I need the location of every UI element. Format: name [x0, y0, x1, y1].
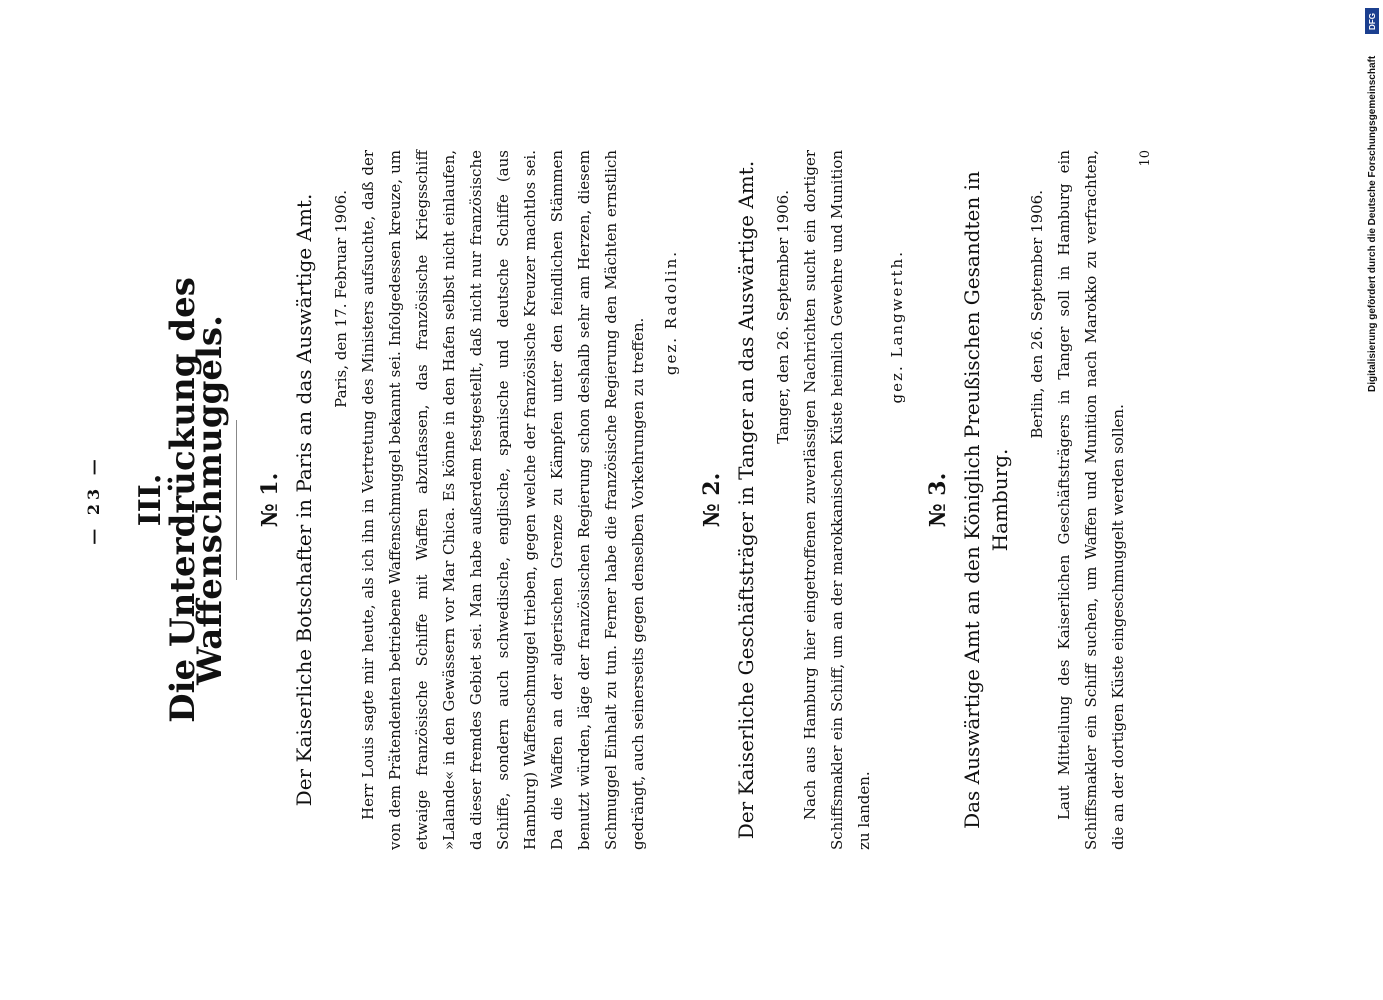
dfg-logo	[1365, 8, 1379, 34]
signature-mark: 10	[1138, 150, 1153, 167]
page-body	[80, 150, 1159, 850]
section-2	[699, 150, 911, 850]
section-body: Laut Mitteilung des Kaiserlichen Geschäftsträgers in Tanger soll in Hamburg ein Schiffsmakler ein Schiff suchen, um Waffen und Munition nach Marokko zu verfrachten, die an der dortigen Küste eingeschmuggelt werden sollen.	[1055, 150, 1127, 850]
dfg-watermark-strip	[1353, 0, 1383, 1000]
section-heading: Der Kaiserliche Geschäftsträger in Tanger an das Auswärtige Amt.	[734, 160, 758, 840]
section-heading: Das Auswärtige Amt an den Königlich Preußischen Gesandten in Hamburg.	[960, 171, 1012, 829]
section-3	[925, 150, 1132, 850]
dateline: Paris, den 17. Februar 1906.	[332, 190, 350, 408]
chapter-roman-numeral: III.	[133, 473, 168, 527]
page-number: — 23 —	[84, 455, 103, 545]
section-number: № 2.	[699, 472, 725, 528]
divider	[236, 420, 237, 580]
dfg-watermark-text: Digitalisierung gefördert durch die Deutsche Forschungsgemeinschaft	[1367, 55, 1378, 392]
dateline: Berlin, den 26. September 1906.	[1028, 190, 1046, 439]
dateline: Tanger, den 26. September 1906.	[774, 190, 792, 444]
signature: gez. Radolin.	[662, 250, 680, 376]
section-number: № 3.	[925, 472, 951, 528]
dfg-logo-text: DFG	[1367, 12, 1377, 30]
section-body: Herr Louis sagte mir heute, als ich ihn in Vertretung des Ministers aufsuchte, daß der von dem Prätendenten betriebene Waffenschmuggel bekannt sei. Infolgedessen kreuze, um etwaige französische Schiffe mit Waffen abzufassen, das französische Kriegsschiff »Lalande« in den Gewässern vor Mar Chica. Es könne in den Hafen selbst nicht einlaufen, da dieser fremdes Gebiet sei. Man habe außerdem festgestellt, daß nicht nur französische Schiffe, sondern auch schwedische, englische, spanische und deutsche Schiffe (aus Hamburg) Waffenschmuggel trieben, gegen welche der französische Kreuzer machtlos sei. Da die Waffen an der algerischen Grenze zu Kämpfen unter den feindlichen Stämmen benutzt würden, läge der französischen Regierung schon deshalb sehr am Herzen, diesem Schmuggel Einhalt zu tun. Ferner habe die französische Regierung den Mächten ernstlich gedrängt, auch seinerseits gegen denselben Vorkehrungen zu treffen.	[359, 150, 647, 850]
chapter-title: Die Unterdrückung des Waffenschmuggels.	[163, 277, 230, 723]
section-body: Nach aus Hamburg hier eingetroffenen zuverlässigen Nachrichten sucht ein dortiger Schiffsmakler ein Schiff, um an der marokkanischen Küste heimlich Gewehre und Munition zu landen.	[801, 150, 873, 850]
signature: gez. Langwerth.	[888, 250, 906, 404]
section-heading: Der Kaiserliche Botschafter in Paris an das Auswärtige Amt.	[292, 193, 316, 807]
section-number: № 1.	[257, 472, 283, 528]
section-1	[257, 150, 685, 850]
